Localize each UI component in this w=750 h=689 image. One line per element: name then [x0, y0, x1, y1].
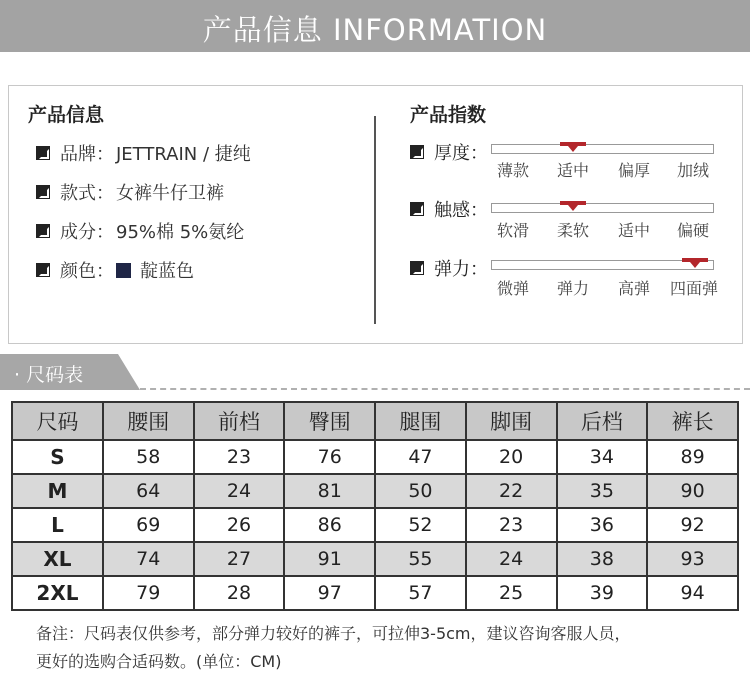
info-label: 款式：	[60, 183, 114, 204]
table-cell: 34	[557, 440, 648, 474]
info-value-color	[116, 257, 194, 283]
table-cell: 24	[466, 542, 557, 576]
info-row-brand	[36, 140, 251, 166]
banner-title: 产品信息 INFORMATION	[202, 13, 548, 47]
color-name: 靛蓝色	[140, 261, 194, 282]
product-info-title: 产品信息	[28, 104, 105, 126]
checkbox-bullet-icon	[410, 145, 424, 159]
note-line-1: 备注：尺码表仅供参考，部分弹力较好的裤子，可拉伸3-5cm，建议咨询客服人员，	[36, 624, 631, 643]
thickness-marker	[560, 142, 586, 146]
option-label: 偏硬	[677, 221, 710, 240]
table-cell: 69	[103, 508, 194, 542]
table-cell: 23	[194, 440, 285, 474]
elasticity-marker	[682, 258, 708, 262]
header-cell: 脚围	[466, 402, 557, 440]
option-label: 高弹	[618, 279, 651, 298]
table-cell: 58	[103, 440, 194, 474]
table-cell: M	[12, 474, 103, 508]
option-label: 适中	[618, 221, 651, 240]
option-label: 软滑	[497, 221, 530, 240]
header-cell: 腿围	[375, 402, 466, 440]
table-cell: 23	[466, 508, 557, 542]
table-cell: XL	[12, 542, 103, 576]
table-cell: 39	[557, 576, 648, 610]
info-label: 成分：	[60, 222, 114, 243]
header-cell: 裤长	[647, 402, 738, 440]
table-cell: 81	[284, 474, 375, 508]
index-label-touch: 触感：	[410, 196, 488, 222]
table-cell: S	[12, 440, 103, 474]
table-cell: 47	[375, 440, 466, 474]
table-cell: 74	[103, 542, 194, 576]
header-cell: 尺码	[12, 402, 103, 440]
dashed-divider	[140, 388, 750, 390]
table-cell: L	[12, 508, 103, 542]
info-row-material	[36, 218, 244, 244]
checkbox-bullet-icon	[36, 263, 50, 277]
table-row	[12, 440, 738, 474]
info-row-style	[36, 179, 224, 205]
info-value: JETTRAIN / 捷纯	[116, 144, 251, 165]
checkbox-bullet-icon	[410, 202, 424, 216]
table-cell: 24	[194, 474, 285, 508]
table-cell: 86	[284, 508, 375, 542]
table-cell: 91	[284, 542, 375, 576]
checkbox-bullet-icon	[36, 224, 50, 238]
table-cell: 36	[557, 508, 648, 542]
index-label-thickness: 厚度：	[410, 139, 488, 165]
table-cell: 89	[647, 440, 738, 474]
table-cell: 94	[647, 576, 738, 610]
table-cell: 50	[375, 474, 466, 508]
option-label: 薄款	[497, 161, 530, 180]
table-cell: 22	[466, 474, 557, 508]
product-index-title: 产品指数	[410, 104, 487, 126]
option-label: 偏厚	[618, 161, 651, 180]
size-chart-tab-label: · 尺码表	[14, 364, 84, 386]
table-cell: 28	[194, 576, 285, 610]
info-value: 女裤牛仔卫裤	[116, 183, 224, 204]
panel-divider	[374, 116, 376, 324]
table-row	[12, 542, 738, 576]
option-label: 弹力	[557, 279, 590, 298]
option-label: 加绒	[677, 161, 710, 180]
table-cell: 26	[194, 508, 285, 542]
size-table	[11, 401, 739, 611]
note-line-2: 更好的选购合适码数。(单位：CM)	[36, 652, 282, 671]
table-cell: 35	[557, 474, 648, 508]
option-label: 适中	[557, 161, 590, 180]
table-cell: 97	[284, 576, 375, 610]
header-cell: 臀围	[284, 402, 375, 440]
table-cell: 55	[375, 542, 466, 576]
thickness-scale	[491, 144, 714, 154]
header-cell: 前档	[194, 402, 285, 440]
header-banner	[0, 0, 750, 52]
table-row	[12, 508, 738, 542]
option-label: 柔软	[557, 221, 590, 240]
index-label-elasticity: 弹力：	[410, 255, 488, 281]
color-swatch	[116, 263, 131, 278]
table-cell: 92	[647, 508, 738, 542]
header-cell: 腰围	[103, 402, 194, 440]
table-header-row	[12, 402, 738, 440]
table-cell: 90	[647, 474, 738, 508]
table-cell: 93	[647, 542, 738, 576]
touch-scale	[491, 203, 714, 213]
table-cell: 64	[103, 474, 194, 508]
option-label: 微弹	[497, 279, 530, 298]
checkbox-bullet-icon	[36, 185, 50, 199]
header-cell: 后档	[557, 402, 648, 440]
table-cell: 76	[284, 440, 375, 474]
touch-marker	[560, 201, 586, 205]
table-row	[12, 576, 738, 610]
elasticity-scale	[491, 260, 714, 270]
table-cell: 79	[103, 576, 194, 610]
table-cell: 20	[466, 440, 557, 474]
option-label: 四面弹	[670, 279, 719, 298]
info-row-color	[36, 257, 194, 283]
info-label: 品牌：	[60, 144, 114, 165]
checkbox-bullet-icon	[36, 146, 50, 160]
info-value: 95%棉 5%氨纶	[116, 222, 245, 243]
table-cell: 52	[375, 508, 466, 542]
table-cell: 38	[557, 542, 648, 576]
table-cell: 57	[375, 576, 466, 610]
checkbox-bullet-icon	[410, 261, 424, 275]
table-cell: 27	[194, 542, 285, 576]
table-cell: 2XL	[12, 576, 103, 610]
info-label: 颜色：	[60, 261, 114, 282]
table-row	[12, 474, 738, 508]
table-cell: 25	[466, 576, 557, 610]
